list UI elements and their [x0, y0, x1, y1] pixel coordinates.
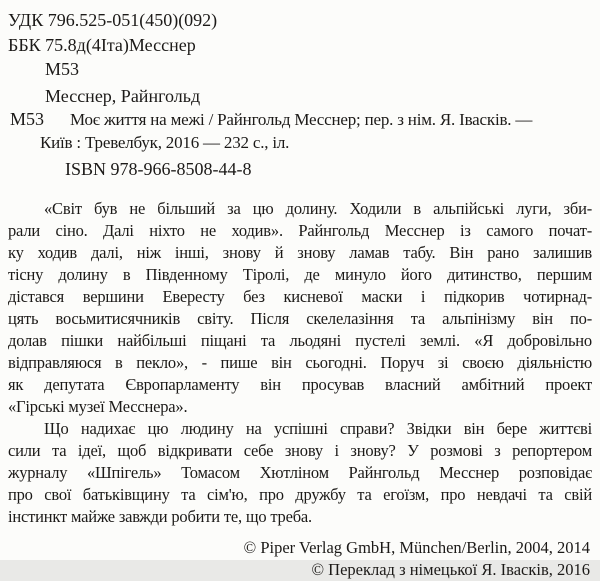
entry-title-statement: Моє життя на межі / Райнгольд Месснер; пер. з нім. Я. Івасків. — [70, 110, 533, 129]
text-line: ку ходив далі, ніж інші, знову й знову ламав табу. Він рано залишив [8, 243, 592, 262]
cataloguing-block [8, 8, 592, 80]
text-line: дістався вершини Евересту без кисневої маски і підкорив чотирнад- [8, 287, 592, 306]
text-line: відправляюся в пекло», - пише він сьогодні. Поруч зі своєю діяльністю [8, 353, 592, 372]
bibliographic-entry-line-1 [8, 108, 592, 131]
copyright-block [8, 537, 592, 581]
entry-author-sign: М53 [10, 109, 45, 129]
text-line: інстинкт майже завжди робити те, що треба. [8, 507, 312, 526]
text-line: тісну долину в Південному Тіролі, де минуло його дитинство, першим [8, 265, 592, 284]
annotation-paragraph-2 [8, 418, 592, 528]
bibliographic-entry-line-2: Київ : Тревелбук, 2016 — 232 с., іл. [40, 133, 290, 152]
author-name: Месснер, Райнгольд [45, 86, 201, 106]
author-sign-code: М53 [45, 59, 80, 79]
text-line: «Світ був не більший за цю долину. Ходили в альпійські луги, зби- [44, 199, 592, 218]
copyright-translation: © Переклад з німецької Я. Івасків, 2016 [311, 560, 590, 579]
text-line: журналу «Шпігель» Томасом Хютліном Райнгольд Месснер розповідає [8, 463, 592, 482]
text-line: як депутата Європарламенту він просував власний амбітний проект [8, 375, 592, 394]
copyright-publisher: © Piper Verlag GmbH, München/Berlin, 2004, 2014 [243, 538, 590, 557]
text-line: «Гірські музеї Месснера». [8, 397, 188, 416]
text-line: сили та ідеї, щоб відкривати себе знову і знову? У розмові з репортером [8, 441, 592, 460]
text-line: цять восьмитисячників світу. Після скелелазіння та альпінізму він по- [8, 309, 592, 328]
udc-code: УДК 796.525-051(450)(092) [8, 10, 218, 30]
annotation-paragraph-1 [8, 198, 592, 418]
text-line: Що надихає цю людину на успішні справи? Звідки він бере життєві [44, 419, 592, 438]
isbn: ISBN 978-966-8508-44-8 [65, 159, 252, 179]
text-line: рали сіно. Далі ніхто не ходив». Райнгольд Месснер із самого почат- [8, 221, 592, 240]
text-line: долав пішки найбільші піщані та льодяні пустелі землі. «Я добровільно [8, 331, 592, 350]
bbk-code: ББК 75.8д(4Іта)Месснер [8, 35, 196, 55]
text-line: про свої батьківщину та сім'ю, про дружбу та егоїзм, про невдачі та свій [8, 485, 592, 504]
